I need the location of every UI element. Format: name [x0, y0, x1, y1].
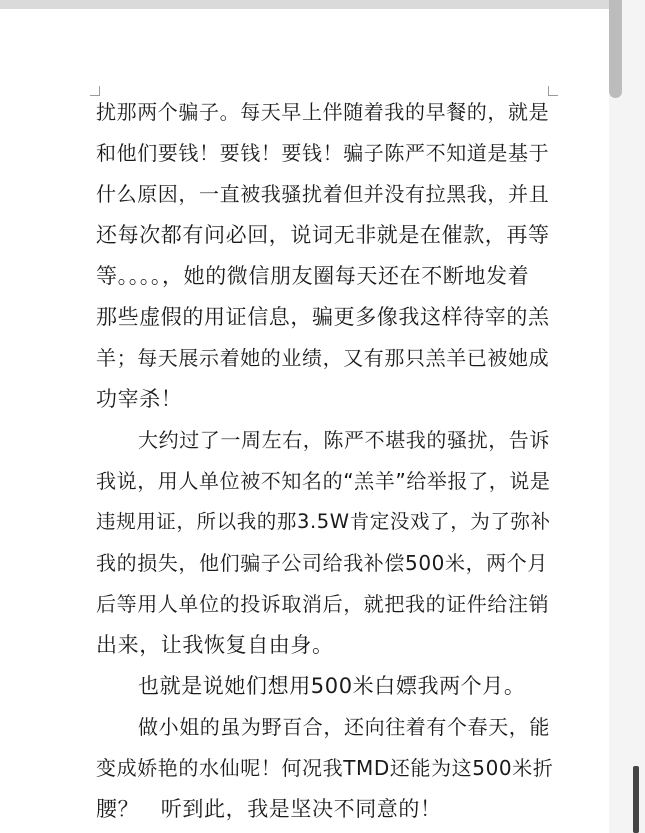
text-line: 扰那两个骗子。每天早上伴随着我的早餐的，就是	[96, 100, 550, 124]
text-line: 我的损失，他们骗子公司给我补偿500米，两个月	[96, 551, 548, 575]
document-page	[0, 9, 609, 833]
text-line: 羊；每天展示着她的业绩，又有那只羔羊已被她成	[96, 346, 550, 370]
text-line: 变成娇艳的水仙呢！何况我TMD还能为这500米折	[96, 756, 554, 780]
text-line: 大约过了一周左右，陈严不堪我的骚扰，告诉	[138, 428, 550, 452]
scrollbar-thumb[interactable]	[609, 0, 622, 98]
text-line: 我说，用人单位被不知名的“羔羊”给举报了，说是	[96, 469, 551, 493]
text-line: 和他们要钱！要钱！要钱！骗子陈严不知道是基于	[96, 141, 550, 165]
text-line: 那些虚假的用证信息，骗更多像我这样待宰的羔	[96, 305, 550, 329]
text-line: 出来，让我恢复自由身。	[96, 633, 334, 657]
text-line: 违规用证，所以我的那3.5W肯定没戏了，为了弥补	[96, 510, 551, 533]
margin-corner-mark-left	[90, 86, 100, 96]
scrollbar-indicator[interactable]	[633, 766, 639, 833]
text-line: 还每次都有问必回，说词无非就是在催款，再等	[96, 223, 550, 247]
text-line: 等。。。。，她的微信朋友圈每天还在不断地发着	[96, 264, 530, 288]
scrollbar-track[interactable]	[609, 0, 645, 833]
text-line: 也就是说她们想用500米白嫖我两个月。	[138, 674, 526, 698]
text-line: 做小姐的虽为野百合，还向往着有个春天，能	[138, 715, 550, 739]
text-line: 功宰杀！	[96, 387, 183, 411]
top-toolbar-edge	[0, 0, 645, 9]
text-line: 什么原因，一直被我骚扰着但并没有拉黑我，并且	[96, 182, 550, 206]
margin-corner-mark-right	[548, 86, 558, 96]
text-line: 腰？ 听到此，我是坚决不同意的！	[96, 797, 442, 821]
text-line: 后等用人单位的投诉取消后，就把我的证件给注销	[96, 592, 550, 616]
